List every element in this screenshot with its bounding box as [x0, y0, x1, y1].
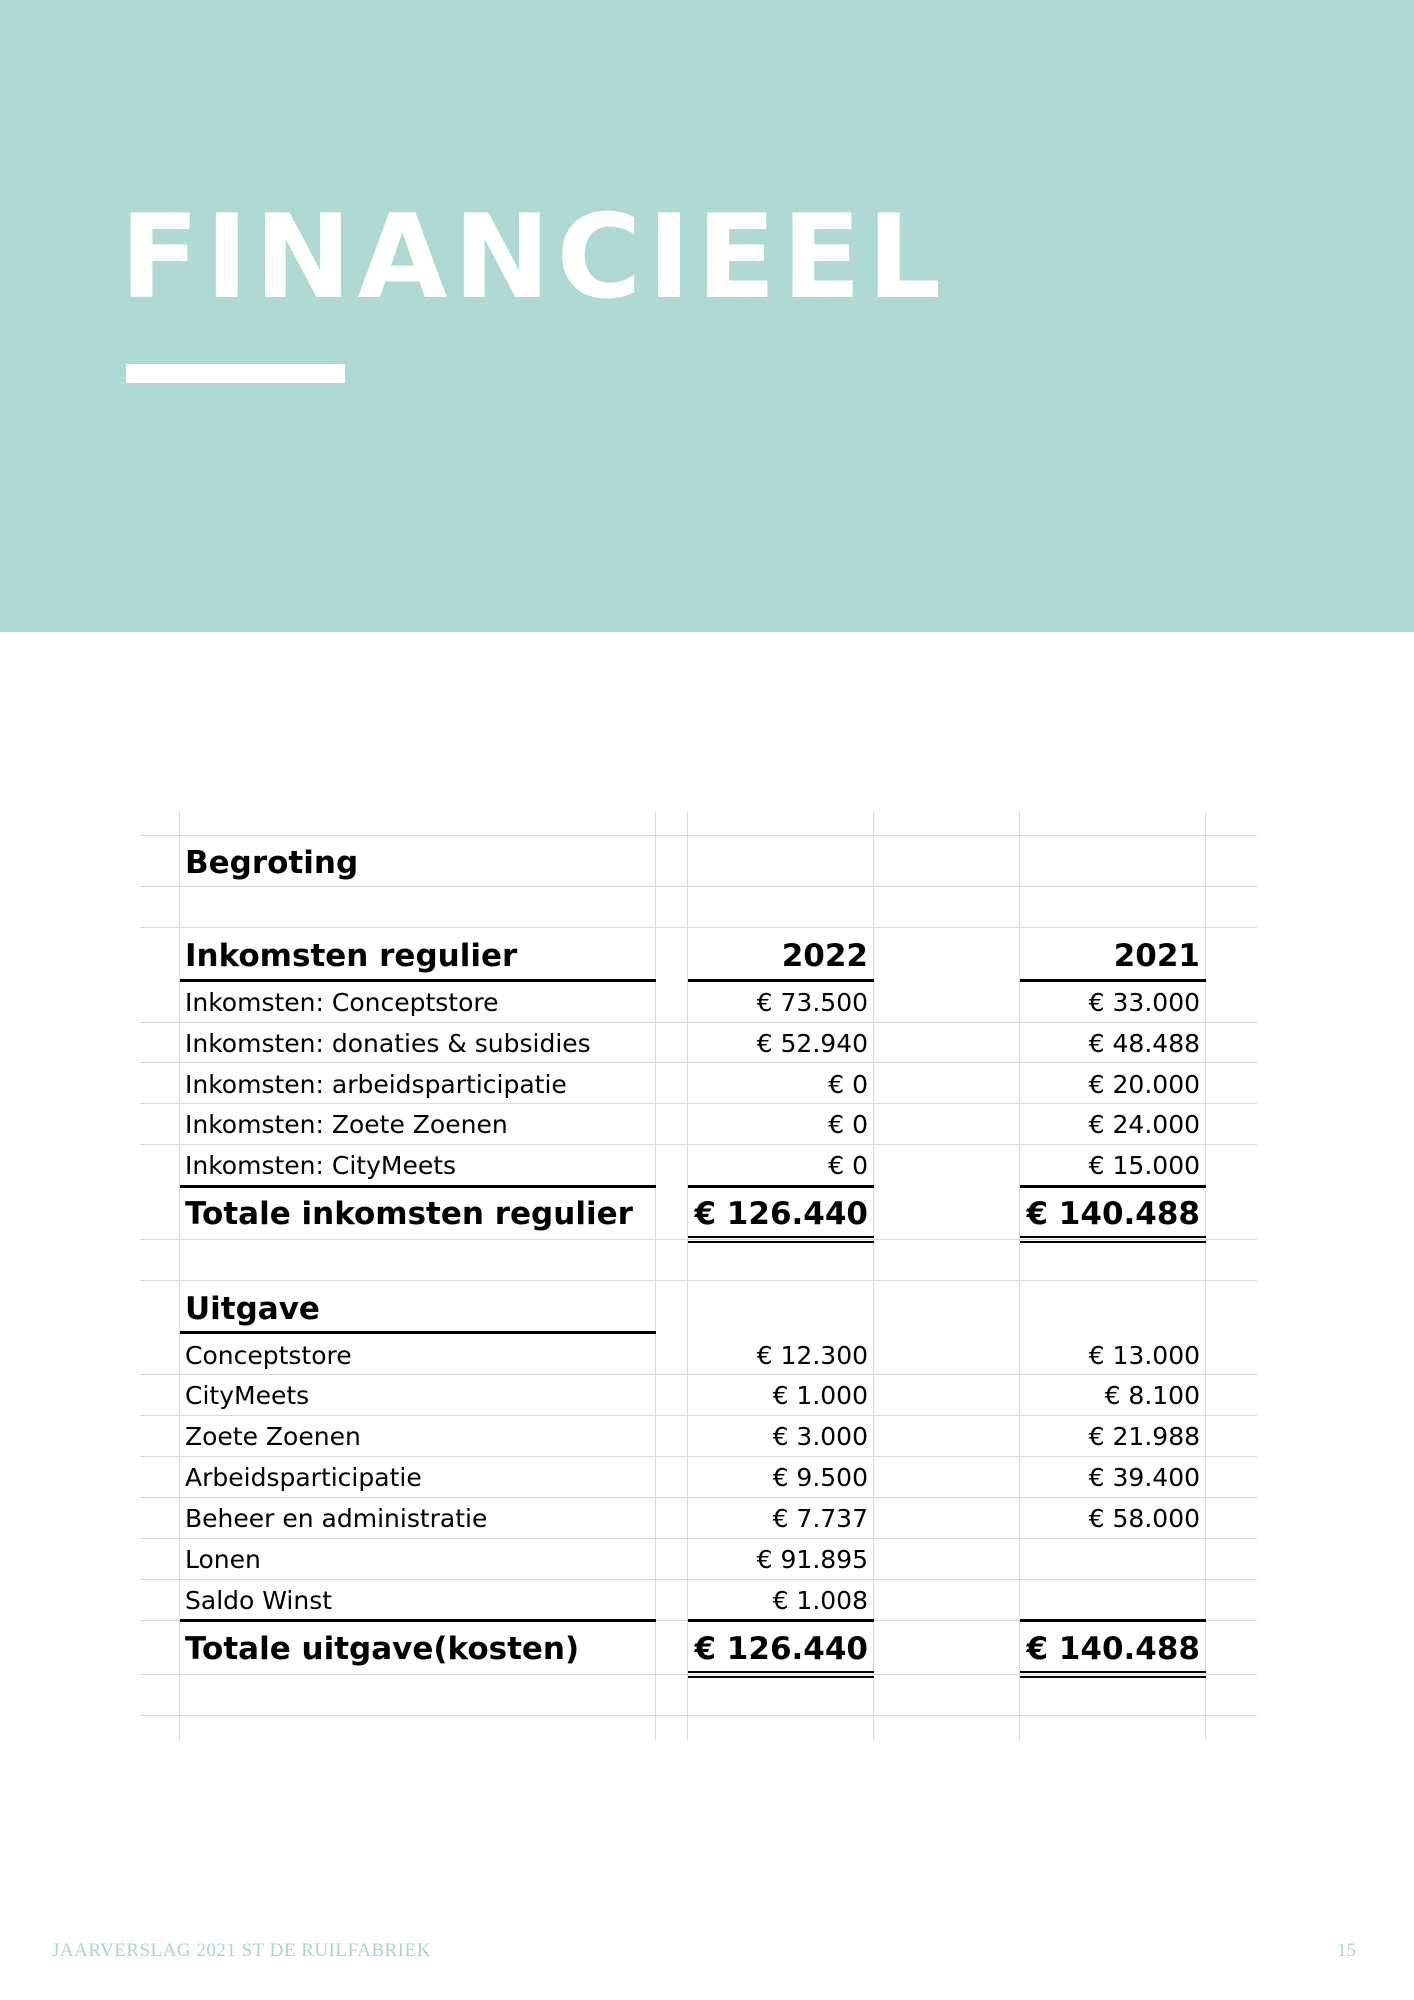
- income-row-label: Inkomsten: donaties & subsidies: [185, 1029, 591, 1058]
- income-row-2021: € 33.000: [1088, 988, 1200, 1017]
- total-double-underline: [688, 1671, 874, 1678]
- expense-row-2022: € 1.008: [772, 1586, 868, 1615]
- expenses-total-2021: € 140.488: [1026, 1631, 1200, 1667]
- header-underline: [1020, 979, 1206, 982]
- income-total-2021: € 140.488: [1026, 1196, 1200, 1232]
- expense-row-2021: [1022, 1540, 1200, 1580]
- expense-row-2022: € 1.000: [772, 1381, 868, 1410]
- grid-column-line: [687, 812, 688, 1740]
- total-double-underline: [1020, 1236, 1206, 1243]
- expense-row-2021: € 13.000: [1088, 1341, 1200, 1370]
- page-number: 15: [1337, 1940, 1356, 1961]
- expense-row-label: Arbeidsparticipatie: [185, 1463, 422, 1492]
- header-underline: [180, 1331, 656, 1334]
- income-row-2022: € 52.940: [756, 1029, 868, 1058]
- income-section-title: Inkomsten regulier: [185, 938, 518, 974]
- expenses-total-2022: € 126.440: [694, 1631, 868, 1667]
- income-row-2021: € 20.000: [1088, 1070, 1200, 1099]
- total-double-underline: [1020, 1671, 1206, 1678]
- total-double-underline: [688, 1236, 874, 1243]
- income-row-2022: € 0: [828, 1070, 868, 1099]
- grid-column-line: [179, 812, 180, 1740]
- income-total-2022: € 126.440: [694, 1196, 868, 1232]
- column-header-2021: 2021: [1113, 938, 1200, 974]
- income-row-label: Inkomsten: Conceptstore: [185, 988, 499, 1017]
- income-row-label: Inkomsten: CityMeets: [185, 1151, 457, 1180]
- footer-report-title: JAARVERSLAG 2021 ST DE RUILFABRIEK: [52, 1940, 431, 1961]
- expense-row-2022: € 12.300: [756, 1341, 868, 1370]
- grid-line: [140, 886, 1257, 887]
- expense-row-label: Lonen: [185, 1545, 261, 1574]
- page-title: FINANCIEEL: [120, 190, 948, 325]
- grid-column-line: [1019, 812, 1020, 1740]
- total-topline: [688, 1185, 874, 1188]
- grid-column-line: [655, 812, 656, 1740]
- total-topline: [1020, 1185, 1206, 1188]
- income-row-label: Inkomsten: arbeidsparticipatie: [185, 1070, 567, 1099]
- total-topline: [180, 1185, 656, 1188]
- header-underline: [688, 979, 874, 982]
- expense-row-2022: € 7.737: [772, 1504, 868, 1533]
- expense-row-2022: € 91.895: [756, 1545, 868, 1574]
- income-row-2022: € 0: [828, 1110, 868, 1139]
- expense-row-2021: € 58.000: [1088, 1504, 1200, 1533]
- income-row-label: Inkomsten: Zoete Zoenen: [185, 1110, 508, 1139]
- expense-row-2021: € 21.988: [1088, 1422, 1200, 1451]
- total-topline: [1020, 1619, 1206, 1622]
- grid-line: [140, 1715, 1257, 1716]
- expense-row-2022: € 3.000: [772, 1422, 868, 1451]
- column-header-2022: 2022: [781, 938, 868, 974]
- expense-row-2022: € 9.500: [772, 1463, 868, 1492]
- income-row-2021: € 48.488: [1088, 1029, 1200, 1058]
- grid-column-line: [873, 812, 874, 1740]
- income-row-2021: € 15.000: [1088, 1151, 1200, 1180]
- income-row-2022: € 0: [828, 1151, 868, 1180]
- total-topline: [688, 1619, 874, 1622]
- grid-line: [140, 927, 1257, 928]
- grid-line: [140, 835, 1257, 836]
- expenses-total-label: Totale uitgave(kosten): [185, 1631, 580, 1667]
- expenses-section-title: Uitgave: [185, 1291, 320, 1327]
- total-topline: [180, 1619, 656, 1622]
- expense-row-2021: € 39.400: [1088, 1463, 1200, 1492]
- income-row-2021: € 24.000: [1088, 1110, 1200, 1139]
- expense-row-label: Saldo Winst: [185, 1586, 333, 1615]
- expense-row-label: Beheer en administratie: [185, 1504, 488, 1533]
- budget-heading: Begroting: [185, 845, 359, 881]
- grid-column-line: [1205, 812, 1206, 1740]
- expense-row-label: Conceptstore: [185, 1341, 352, 1370]
- expense-row-2021: [1022, 1581, 1200, 1621]
- income-total-label: Totale inkomsten regulier: [185, 1196, 633, 1232]
- expense-row-2021: € 8.100: [1104, 1381, 1200, 1410]
- grid-line: [140, 1280, 1257, 1281]
- income-row-2022: € 73.500: [756, 988, 868, 1017]
- header-underline: [180, 979, 656, 982]
- expense-row-label: CityMeets: [185, 1381, 310, 1410]
- expense-row-label: Zoete Zoenen: [185, 1422, 361, 1451]
